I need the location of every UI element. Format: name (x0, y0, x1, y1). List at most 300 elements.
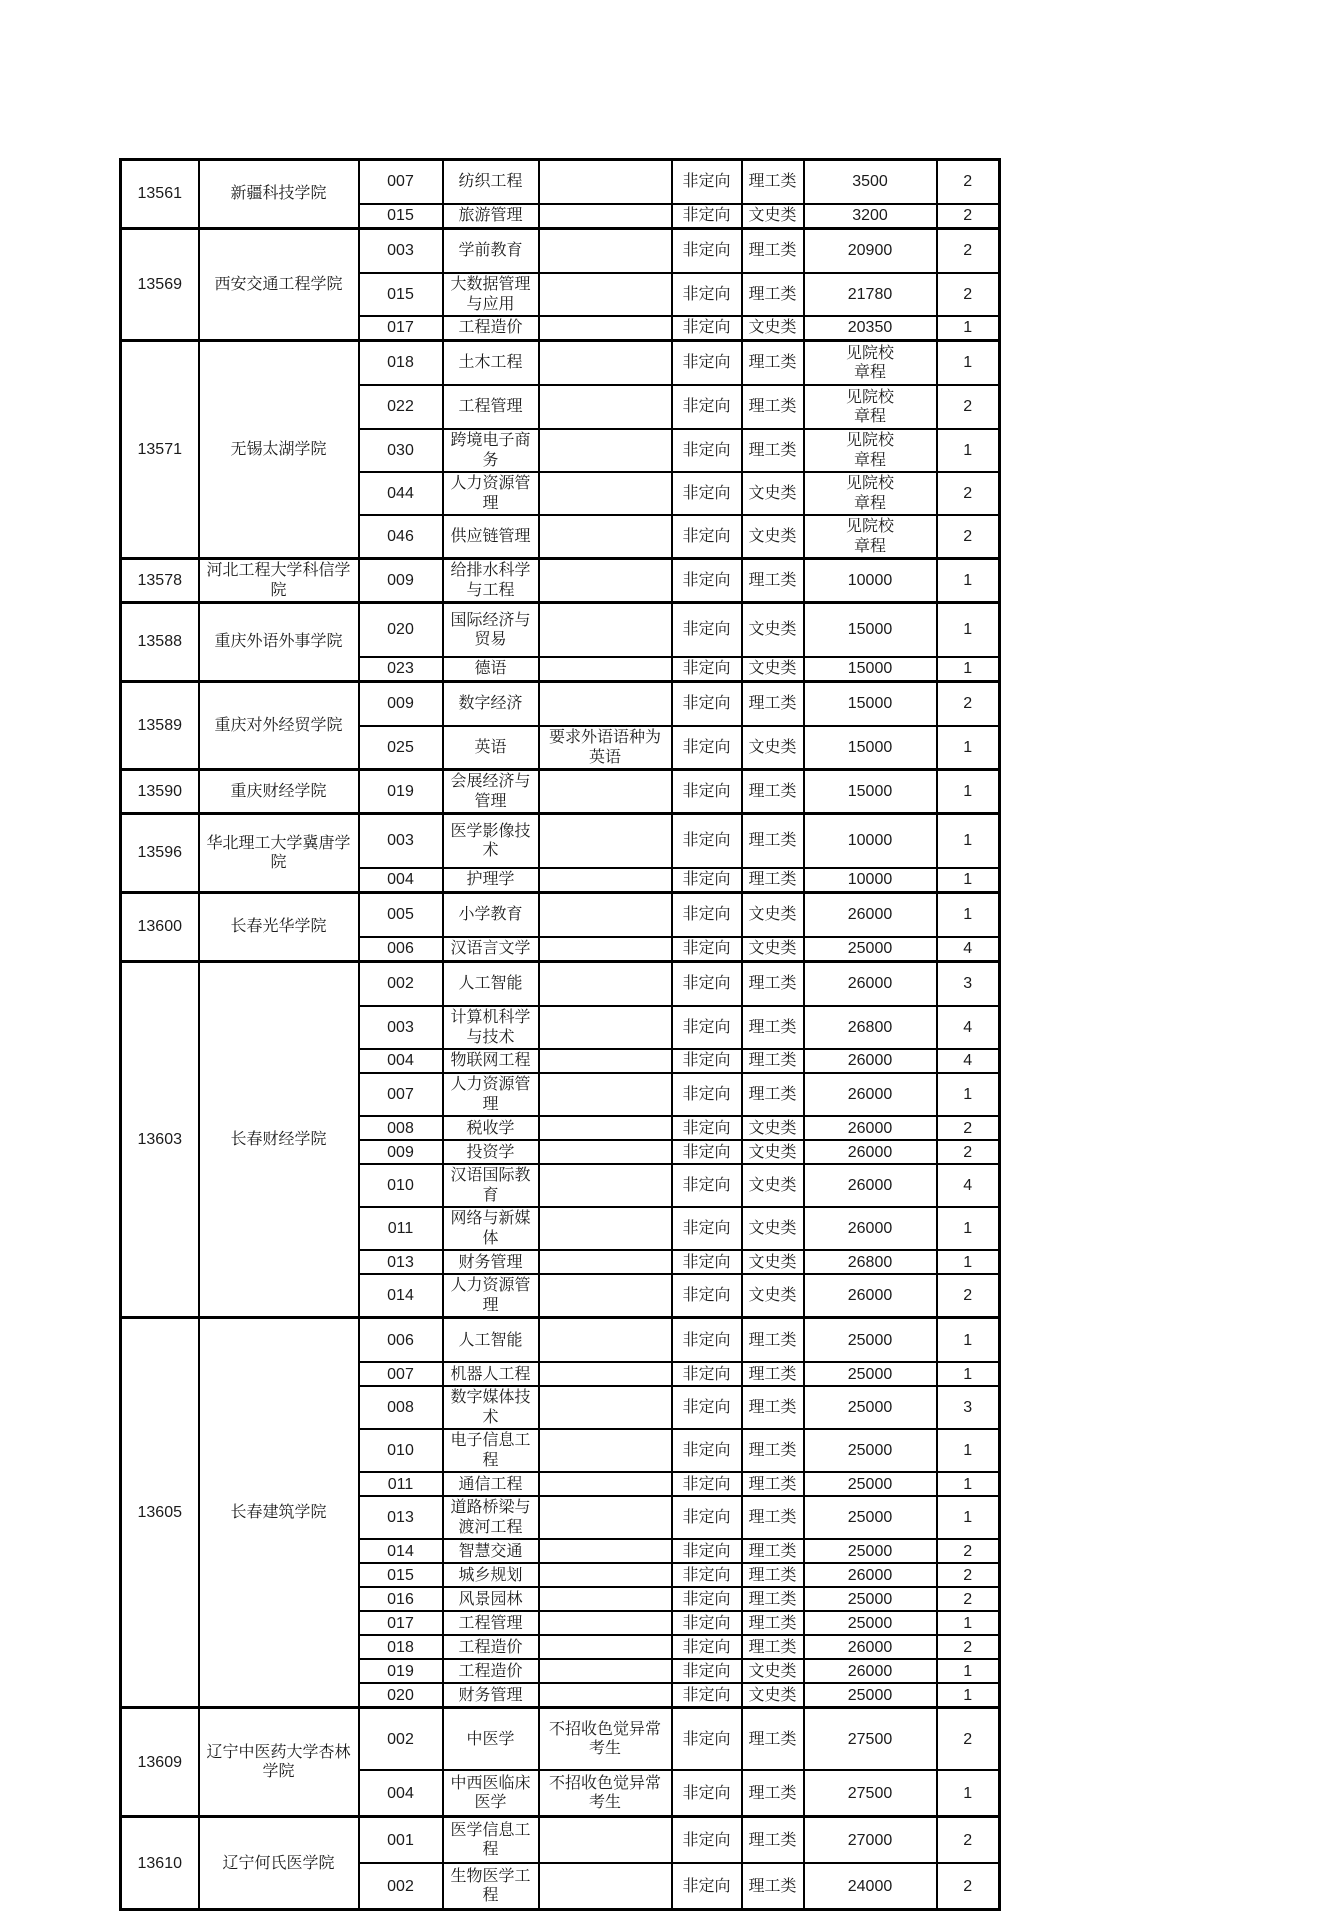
study-type-cell: 非定向 (672, 1140, 742, 1164)
count-cell: 2 (937, 1587, 1000, 1611)
category-cell: 文史类 (742, 1659, 804, 1683)
fee-value: 26000 (847, 1052, 893, 1070)
fee-value: 25000 (847, 1686, 893, 1704)
count-cell: 4 (937, 1164, 1000, 1207)
college-code-cell: 13610 (121, 1817, 199, 1910)
remark-cell (539, 1429, 672, 1472)
table-row (121, 893, 1000, 938)
category-cell: 文史类 (742, 893, 804, 938)
study-type-cell: 非定向 (672, 204, 742, 229)
category-cell: 理工类 (742, 429, 804, 472)
table-row (121, 1708, 1000, 1771)
count-cell: 3 (937, 1386, 1000, 1429)
college-name-cell: 长春建筑学院 (199, 1318, 359, 1708)
remark-cell (539, 962, 672, 1007)
major-code-cell: 018 (359, 1635, 443, 1659)
major-code-cell: 019 (359, 1659, 443, 1683)
major-name-cell: 会展经济与管理 (443, 770, 539, 814)
major-code-cell: 015 (359, 204, 443, 229)
category-cell: 理工类 (742, 1635, 804, 1659)
fee-cell (804, 962, 937, 1007)
major-code-cell: 020 (359, 603, 443, 658)
fee-value: 3500 (852, 173, 888, 191)
category-cell: 理工类 (742, 559, 804, 603)
major-name-cell: 大数据管理与应用 (443, 273, 539, 316)
major-name-cell: 税收学 (443, 1116, 539, 1140)
remark-cell (539, 559, 672, 603)
major-name-cell: 计算机科学与技术 (443, 1006, 539, 1049)
major-code-cell: 002 (359, 1863, 443, 1910)
remark-cell (539, 273, 672, 316)
fee-value: 15000 (847, 738, 893, 756)
fee-cell (804, 1472, 937, 1496)
major-name-cell: 汉语国际教育 (443, 1164, 539, 1207)
college-code-cell: 13578 (121, 559, 199, 603)
count-cell: 4 (937, 1006, 1000, 1049)
count-cell: 2 (937, 1863, 1000, 1910)
category-cell: 理工类 (742, 1863, 804, 1910)
count-cell: 1 (937, 429, 1000, 472)
fee-value: 26000 (847, 1638, 893, 1656)
college-name-cell: 西安交通工程学院 (199, 229, 359, 341)
fee-value: 见院校章程 (845, 432, 894, 469)
remark-cell (539, 1496, 672, 1539)
fee-value: 25000 (847, 1590, 893, 1608)
fee-cell (804, 1386, 937, 1429)
remark-cell (539, 1386, 672, 1429)
table-row (121, 341, 1000, 386)
study-type-cell: 非定向 (672, 962, 742, 1007)
major-code-cell: 009 (359, 559, 443, 603)
major-code-cell: 004 (359, 868, 443, 893)
count-cell: 2 (937, 385, 1000, 429)
major-code-cell: 019 (359, 770, 443, 814)
college-name-cell: 重庆财经学院 (199, 770, 359, 814)
study-type-cell: 非定向 (672, 1770, 742, 1817)
major-name-cell: 学前教育 (443, 229, 539, 274)
remark-cell (539, 341, 672, 386)
fee-value: 25000 (847, 940, 893, 958)
college-name-cell: 无锡太湖学院 (199, 341, 359, 559)
major-name-cell: 投资学 (443, 1140, 539, 1164)
count-cell: 1 (937, 1611, 1000, 1635)
category-cell: 理工类 (742, 962, 804, 1007)
major-name-cell: 供应链管理 (443, 515, 539, 559)
remark-cell (539, 937, 672, 962)
remark-cell (539, 893, 672, 938)
remark-cell (539, 682, 672, 727)
study-type-cell: 非定向 (672, 770, 742, 814)
category-cell: 理工类 (742, 1318, 804, 1363)
remark-cell: 要求外语语种为英语 (539, 726, 672, 770)
category-cell: 理工类 (742, 229, 804, 274)
college-name-cell: 新疆科技学院 (199, 160, 359, 229)
fee-cell (804, 868, 937, 893)
category-cell: 理工类 (742, 1587, 804, 1611)
fee-cell (804, 726, 937, 770)
category-cell: 文史类 (742, 1250, 804, 1274)
college-name-cell: 辽宁何氏医学院 (199, 1817, 359, 1910)
study-type-cell: 非定向 (672, 1472, 742, 1496)
college-code-cell: 13603 (121, 962, 199, 1318)
major-name-cell: 英语 (443, 726, 539, 770)
remark-cell (539, 229, 672, 274)
fee-value: 27500 (847, 1730, 893, 1748)
college-code-cell: 13605 (121, 1318, 199, 1708)
fee-value: 15000 (847, 782, 893, 800)
fee-value: 15000 (847, 660, 893, 678)
category-cell: 理工类 (742, 1563, 804, 1587)
remark-cell (539, 1164, 672, 1207)
table-row (121, 1817, 1000, 1864)
remark-cell (539, 1073, 672, 1116)
category-cell: 理工类 (742, 1611, 804, 1635)
major-name-cell: 生物医学工程 (443, 1863, 539, 1910)
count-cell: 2 (937, 1708, 1000, 1771)
count-cell: 1 (937, 770, 1000, 814)
study-type-cell: 非定向 (672, 1116, 742, 1140)
category-cell: 理工类 (742, 1006, 804, 1049)
fee-cell (804, 229, 937, 274)
remark-cell (539, 603, 672, 658)
major-name-cell: 土木工程 (443, 341, 539, 386)
category-cell: 理工类 (742, 1049, 804, 1073)
fee-value: 26000 (847, 1662, 893, 1680)
major-name-cell: 工程造价 (443, 1659, 539, 1683)
remark-cell (539, 1250, 672, 1274)
study-type-cell: 非定向 (672, 316, 742, 341)
study-type-cell: 非定向 (672, 515, 742, 559)
major-code-cell: 025 (359, 726, 443, 770)
study-type-cell: 非定向 (672, 1250, 742, 1274)
major-code-cell: 011 (359, 1207, 443, 1250)
major-code-cell: 004 (359, 1049, 443, 1073)
fee-cell (804, 682, 937, 727)
remark-cell (539, 1140, 672, 1164)
table-row (121, 814, 1000, 869)
study-type-cell: 非定向 (672, 1863, 742, 1910)
fee-cell (804, 1274, 937, 1318)
count-cell: 1 (937, 603, 1000, 658)
major-code-cell: 013 (359, 1496, 443, 1539)
remark-cell (539, 1472, 672, 1496)
study-type-cell: 非定向 (672, 893, 742, 938)
college-name-cell: 长春财经学院 (199, 962, 359, 1318)
remark-cell (539, 385, 672, 429)
remark-cell (539, 515, 672, 559)
study-type-cell: 非定向 (672, 1708, 742, 1771)
major-name-cell: 医学信息工程 (443, 1817, 539, 1864)
study-type-cell: 非定向 (672, 429, 742, 472)
study-type-cell: 非定向 (672, 1683, 742, 1708)
study-type-cell: 非定向 (672, 1635, 742, 1659)
major-name-cell: 风景园林 (443, 1587, 539, 1611)
major-name-cell: 工程管理 (443, 385, 539, 429)
major-name-cell: 医学影像技术 (443, 814, 539, 869)
fee-value: 26000 (847, 1287, 893, 1305)
fee-cell (804, 429, 937, 472)
major-name-cell: 小学教育 (443, 893, 539, 938)
table-row (121, 229, 1000, 274)
category-cell: 文史类 (742, 1683, 804, 1708)
fee-cell (804, 937, 937, 962)
count-cell: 2 (937, 229, 1000, 274)
study-type-cell: 非定向 (672, 1386, 742, 1429)
fee-value: 3200 (852, 207, 888, 225)
count-cell: 2 (937, 1274, 1000, 1318)
study-type-cell: 非定向 (672, 937, 742, 962)
remark-cell (539, 1587, 672, 1611)
category-cell: 理工类 (742, 341, 804, 386)
major-name-cell: 机器人工程 (443, 1362, 539, 1386)
count-cell: 1 (937, 316, 1000, 341)
remark-cell (539, 1539, 672, 1563)
count-cell: 1 (937, 657, 1000, 682)
remark-cell (539, 1635, 672, 1659)
category-cell: 文史类 (742, 515, 804, 559)
major-code-cell: 007 (359, 1073, 443, 1116)
study-type-cell: 非定向 (672, 726, 742, 770)
count-cell: 2 (937, 515, 1000, 559)
count-cell: 2 (937, 682, 1000, 727)
category-cell: 文史类 (742, 204, 804, 229)
admission-plan-table (119, 158, 1001, 1911)
major-code-cell: 001 (359, 1817, 443, 1864)
count-cell: 1 (937, 1207, 1000, 1250)
count-cell: 2 (937, 273, 1000, 316)
fee-cell (804, 1006, 937, 1049)
major-code-cell: 008 (359, 1116, 443, 1140)
major-code-cell: 009 (359, 682, 443, 727)
college-code-cell: 13609 (121, 1708, 199, 1817)
major-name-cell: 中医学 (443, 1708, 539, 1771)
fee-cell (804, 1318, 937, 1363)
major-name-cell: 通信工程 (443, 1472, 539, 1496)
count-cell: 4 (937, 1049, 1000, 1073)
major-code-cell: 007 (359, 160, 443, 205)
fee-value: 10000 (847, 571, 893, 589)
study-type-cell: 非定向 (672, 1318, 742, 1363)
college-code-cell: 13569 (121, 229, 199, 341)
table-row (121, 1318, 1000, 1363)
major-name-cell: 人工智能 (443, 1318, 539, 1363)
fee-value: 15000 (847, 695, 893, 713)
count-cell: 2 (937, 1140, 1000, 1164)
remark-cell (539, 1116, 672, 1140)
major-name-cell: 工程造价 (443, 316, 539, 341)
major-name-cell: 跨境电子商务 (443, 429, 539, 472)
remark-cell (539, 1817, 672, 1864)
major-code-cell: 003 (359, 229, 443, 274)
count-cell: 1 (937, 341, 1000, 386)
college-code-cell: 13596 (121, 814, 199, 893)
study-type-cell: 非定向 (672, 1611, 742, 1635)
college-code-cell: 13571 (121, 341, 199, 559)
college-name-cell: 长春光华学院 (199, 893, 359, 962)
category-cell: 文史类 (742, 1274, 804, 1318)
fee-cell (804, 657, 937, 682)
study-type-cell: 非定向 (672, 385, 742, 429)
fee-cell (804, 273, 937, 316)
major-code-cell: 015 (359, 1563, 443, 1587)
study-type-cell: 非定向 (672, 1073, 742, 1116)
major-code-cell: 013 (359, 1250, 443, 1274)
fee-cell (804, 204, 937, 229)
category-cell: 文史类 (742, 937, 804, 962)
count-cell: 1 (937, 868, 1000, 893)
remark-cell (539, 657, 672, 682)
fee-value: 26000 (847, 906, 893, 924)
category-cell: 文史类 (742, 1207, 804, 1250)
category-cell: 文史类 (742, 657, 804, 682)
college-name-cell: 河北工程大学科信学院 (199, 559, 359, 603)
study-type-cell: 非定向 (672, 682, 742, 727)
fee-value: 26000 (847, 1566, 893, 1584)
fee-cell (804, 1164, 937, 1207)
fee-value: 26000 (847, 1143, 893, 1161)
remark-cell: 不招收色觉异常考生 (539, 1708, 672, 1771)
fee-value: 25000 (847, 1442, 893, 1460)
fee-cell (804, 1863, 937, 1910)
study-type-cell: 非定向 (672, 1429, 742, 1472)
study-type-cell: 非定向 (672, 1274, 742, 1318)
fee-cell (804, 1362, 937, 1386)
study-type-cell: 非定向 (672, 1207, 742, 1250)
major-code-cell: 010 (359, 1429, 443, 1472)
count-cell: 2 (937, 1116, 1000, 1140)
major-name-cell: 财务管理 (443, 1250, 539, 1274)
major-code-cell: 003 (359, 1006, 443, 1049)
major-name-cell: 智慧交通 (443, 1539, 539, 1563)
category-cell: 理工类 (742, 770, 804, 814)
fee-value: 26800 (847, 1253, 893, 1271)
major-name-cell: 纺织工程 (443, 160, 539, 205)
major-code-cell: 006 (359, 937, 443, 962)
count-cell: 4 (937, 937, 1000, 962)
category-cell: 理工类 (742, 160, 804, 205)
major-name-cell: 数字经济 (443, 682, 539, 727)
category-cell: 理工类 (742, 1472, 804, 1496)
category-cell: 理工类 (742, 1429, 804, 1472)
fee-value: 见院校章程 (845, 388, 894, 426)
major-code-cell: 003 (359, 814, 443, 869)
fee-cell (804, 1140, 937, 1164)
major-name-cell: 网络与新媒体 (443, 1207, 539, 1250)
major-name-cell: 人力资源管理 (443, 472, 539, 515)
college-code-cell: 13589 (121, 682, 199, 770)
fee-cell (804, 1539, 937, 1563)
fee-cell (804, 814, 937, 869)
fee-cell (804, 1817, 937, 1864)
fee-cell (804, 1496, 937, 1539)
major-name-cell: 人工智能 (443, 962, 539, 1007)
table-row (121, 682, 1000, 727)
count-cell: 2 (937, 204, 1000, 229)
major-code-cell: 017 (359, 316, 443, 341)
study-type-cell: 非定向 (672, 472, 742, 515)
fee-value: 10000 (847, 832, 893, 850)
study-type-cell: 非定向 (672, 1817, 742, 1864)
major-code-cell: 006 (359, 1318, 443, 1363)
count-cell: 1 (937, 1496, 1000, 1539)
study-type-cell: 非定向 (672, 603, 742, 658)
major-name-cell: 德语 (443, 657, 539, 682)
remark-cell (539, 1049, 672, 1073)
count-cell: 2 (937, 1563, 1000, 1587)
remark-cell (539, 160, 672, 205)
major-code-cell: 015 (359, 273, 443, 316)
study-type-cell: 非定向 (672, 1049, 742, 1073)
plan-table-body (121, 160, 1000, 1910)
major-code-cell: 014 (359, 1539, 443, 1563)
fee-value: 25000 (847, 1614, 893, 1632)
major-code-cell: 002 (359, 962, 443, 1007)
count-cell: 2 (937, 1635, 1000, 1659)
major-code-cell: 018 (359, 341, 443, 386)
table-row (121, 559, 1000, 603)
major-name-cell: 给排水科学与工程 (443, 559, 539, 603)
major-name-cell: 人力资源管理 (443, 1274, 539, 1318)
fee-value: 25000 (847, 1542, 893, 1560)
fee-value: 20350 (847, 319, 893, 337)
table-row (121, 770, 1000, 814)
category-cell: 理工类 (742, 1817, 804, 1864)
fee-value: 26000 (847, 1086, 893, 1103)
major-code-cell: 008 (359, 1386, 443, 1429)
study-type-cell: 非定向 (672, 1362, 742, 1386)
fee-value: 15000 (847, 621, 893, 639)
major-name-cell: 财务管理 (443, 1683, 539, 1708)
study-type-cell: 非定向 (672, 868, 742, 893)
fee-cell (804, 893, 937, 938)
fee-value: 见院校章程 (845, 344, 894, 382)
fee-value: 27500 (847, 1784, 893, 1802)
college-code-cell: 13600 (121, 893, 199, 962)
category-cell: 文史类 (742, 316, 804, 341)
study-type-cell: 非定向 (672, 1496, 742, 1539)
major-code-cell: 016 (359, 1587, 443, 1611)
fee-cell (804, 1683, 937, 1708)
category-cell: 文史类 (742, 1140, 804, 1164)
remark-cell (539, 1207, 672, 1250)
remark-cell (539, 1006, 672, 1049)
study-type-cell: 非定向 (672, 160, 742, 205)
college-name-cell: 辽宁中医药大学杏林学院 (199, 1708, 359, 1817)
major-name-cell: 人力资源管理 (443, 1073, 539, 1116)
fee-value: 25000 (847, 1399, 893, 1417)
fee-cell (804, 1611, 937, 1635)
count-cell: 1 (937, 1683, 1000, 1708)
college-code-cell: 13561 (121, 160, 199, 229)
fee-value: 见院校章程 (845, 518, 894, 555)
category-cell: 文史类 (742, 603, 804, 658)
remark-cell (539, 1563, 672, 1587)
category-cell: 理工类 (742, 1708, 804, 1771)
fee-value: 25000 (847, 1475, 893, 1493)
major-code-cell: 014 (359, 1274, 443, 1318)
major-name-cell: 城乡规划 (443, 1563, 539, 1587)
table-row (121, 603, 1000, 658)
count-cell: 1 (937, 1318, 1000, 1363)
fee-cell (804, 1659, 937, 1683)
count-cell: 2 (937, 160, 1000, 205)
remark-cell (539, 1362, 672, 1386)
major-code-cell: 007 (359, 1362, 443, 1386)
category-cell: 理工类 (742, 1770, 804, 1817)
fee-value: 见院校章程 (845, 475, 894, 512)
major-code-cell: 004 (359, 1770, 443, 1817)
category-cell: 理工类 (742, 1362, 804, 1386)
